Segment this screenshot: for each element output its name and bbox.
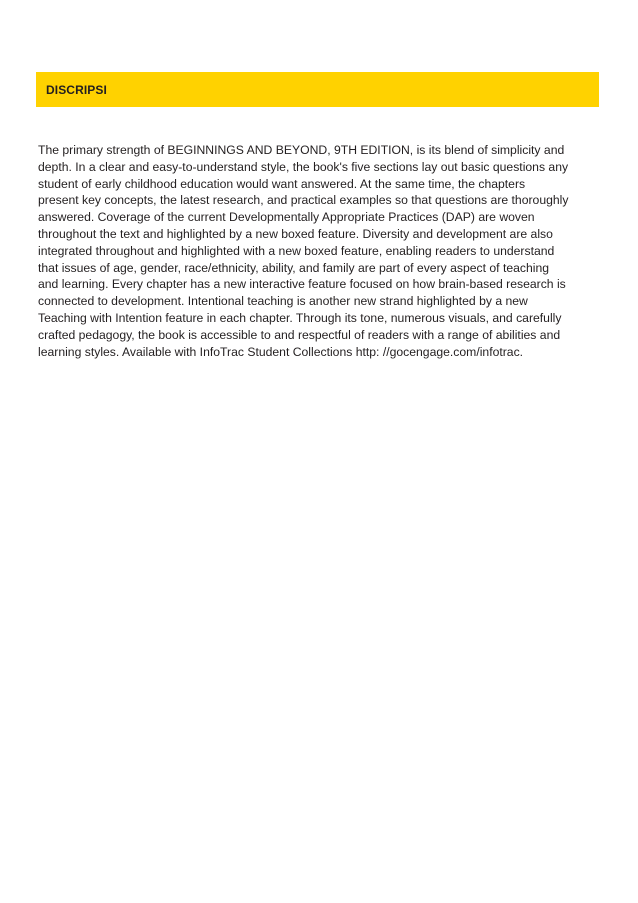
description-text xyxy=(38,142,606,360)
description-line: answered. Coverage of the current Developmentally Appropriate Practices (DAP) are woven xyxy=(38,210,535,225)
description-line: The primary strength of BEGINNINGS AND BEYOND, 9TH EDITION, is its blend of simplicity and xyxy=(38,143,565,157)
description-line: connected to development. Intentional teaching is another new strand highlighted by a new xyxy=(38,294,528,309)
section-title: DISCRIPSI xyxy=(46,82,107,97)
description-line: learning styles. Available with InfoTrac Student Collections http: //gocengage.com/infotrac. xyxy=(38,344,524,359)
section-header-bar xyxy=(36,72,599,107)
description-line: crafted pedagogy, the book is accessible to and respectful of readers with a range of abilities and xyxy=(38,327,561,342)
description-line: Teaching with Intention feature in each chapter. Through its tone, numerous visuals, and carefully xyxy=(38,310,562,325)
description-line: integrated throughout and highlighted with a new boxed feature, enabling readers to understand xyxy=(38,243,555,258)
description-line: throughout the text and highlighted by a new boxed feature. Diversity and development are also xyxy=(38,226,553,241)
description-line: that issues of age, gender, race/ethnicity, ability, and family are part of every aspect of teaching xyxy=(38,260,550,275)
description-line: student of early childhood education would want answered. At the same time, the chapters xyxy=(38,176,526,191)
description-line: depth. In a clear and easy-to-understand style, the book's five sections lay out basic questions any xyxy=(38,159,569,174)
description-line: and learning. Every chapter has a new interactive feature focused on how brain-based research is xyxy=(38,277,566,292)
description-line: present key concepts, the latest research, and practical examples so that questions are thoroughly xyxy=(38,193,569,208)
